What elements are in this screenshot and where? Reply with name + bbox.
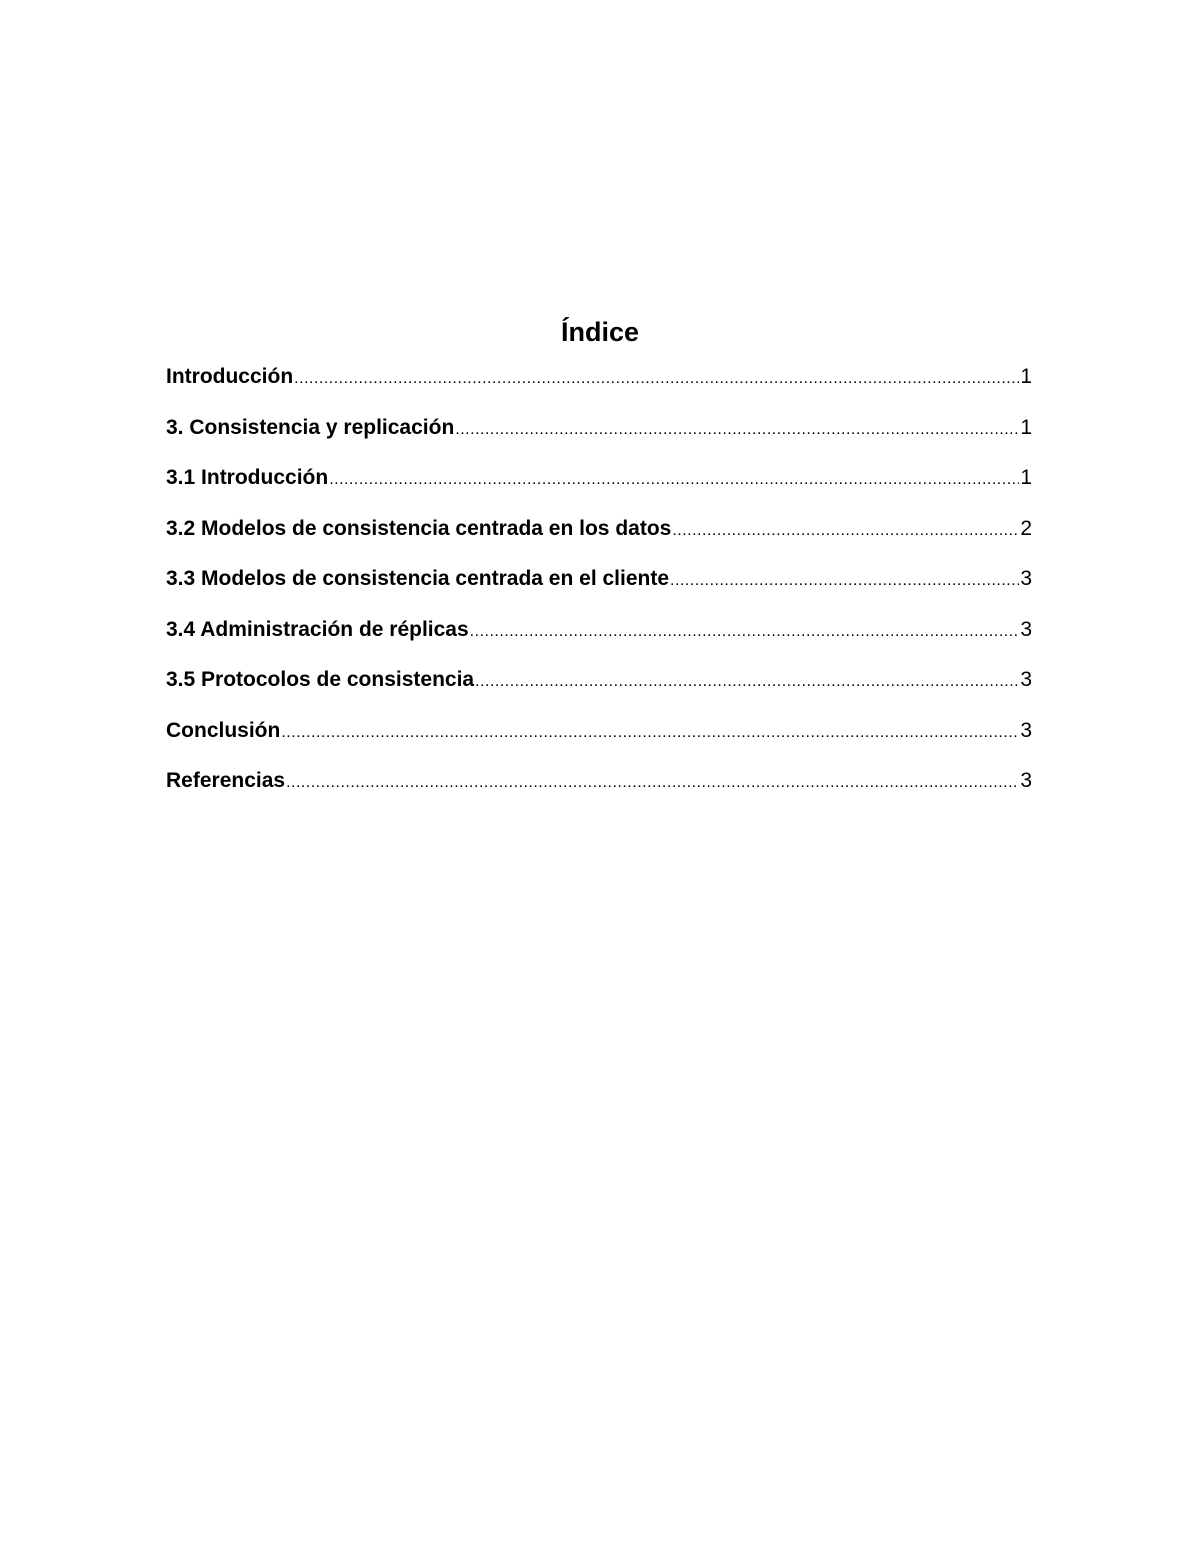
- toc-title: Índice: [560, 317, 640, 347]
- toc-dot-leader: [672, 514, 1019, 548]
- toc-entry-label: 3.4 Administración de réplicas: [166, 617, 469, 641]
- toc-entry-label: 3.3 Modelos de consistencia centrada en el cliente: [166, 567, 670, 590]
- toc-dot-leader: [329, 463, 1019, 497]
- toc-entry-3-1-introduccion[interactable]: [166, 461, 1032, 512]
- toc-entry-page-number: 1: [1020, 415, 1032, 439]
- toc-dot-leader: [475, 665, 1019, 699]
- toc-entry-label: Referencias: [166, 769, 286, 792]
- toc-entry-referencias[interactable]: [166, 764, 1032, 815]
- toc-dot-leader: [670, 564, 1019, 598]
- toc-dot-leader: [281, 716, 1019, 750]
- toc-dot-leader: [294, 362, 1019, 396]
- toc-entry-conclusion[interactable]: [166, 714, 1032, 765]
- toc-entry-label: Conclusión: [166, 718, 281, 742]
- toc-dot-leader: [286, 766, 1019, 800]
- toc-entry-3-5-protocolos[interactable]: [166, 663, 1032, 714]
- toc-entry-label: 3. Consistencia y replicación: [166, 415, 455, 439]
- toc-entry-page-number: 1: [1020, 365, 1032, 388]
- toc-entry-3-4-administracion-replicas[interactable]: [166, 613, 1032, 664]
- toc-dot-leader: [470, 615, 1020, 649]
- toc-entry-introduccion[interactable]: [166, 360, 1032, 411]
- toc-entry-page-number: 3: [1020, 567, 1032, 590]
- toc-entry-label: 3.5 Protocolos de consistencia: [166, 668, 475, 691]
- toc-entry-label: 3.2 Modelos de consistencia centrada en los datos: [166, 516, 672, 540]
- table-of-contents: [166, 360, 1032, 815]
- toc-dot-leader: [455, 413, 1019, 447]
- toc-entry-3-2-modelos-datos[interactable]: [166, 512, 1032, 563]
- toc-entry-consistencia-replicacion[interactable]: [166, 411, 1032, 462]
- toc-entry-label: Introducción: [166, 365, 294, 388]
- toc-entry-page-number: 3: [1020, 718, 1032, 742]
- toc-entry-page-number: 3: [1020, 617, 1032, 641]
- toc-entry-page-number: 3: [1020, 668, 1032, 691]
- toc-entry-page-number: 1: [1020, 466, 1032, 489]
- toc-entry-3-3-modelos-cliente[interactable]: [166, 562, 1032, 613]
- toc-entry-page-number: 3: [1020, 769, 1032, 792]
- toc-entry-page-number: 2: [1020, 516, 1032, 540]
- toc-entry-label: 3.1 Introducción: [166, 466, 329, 489]
